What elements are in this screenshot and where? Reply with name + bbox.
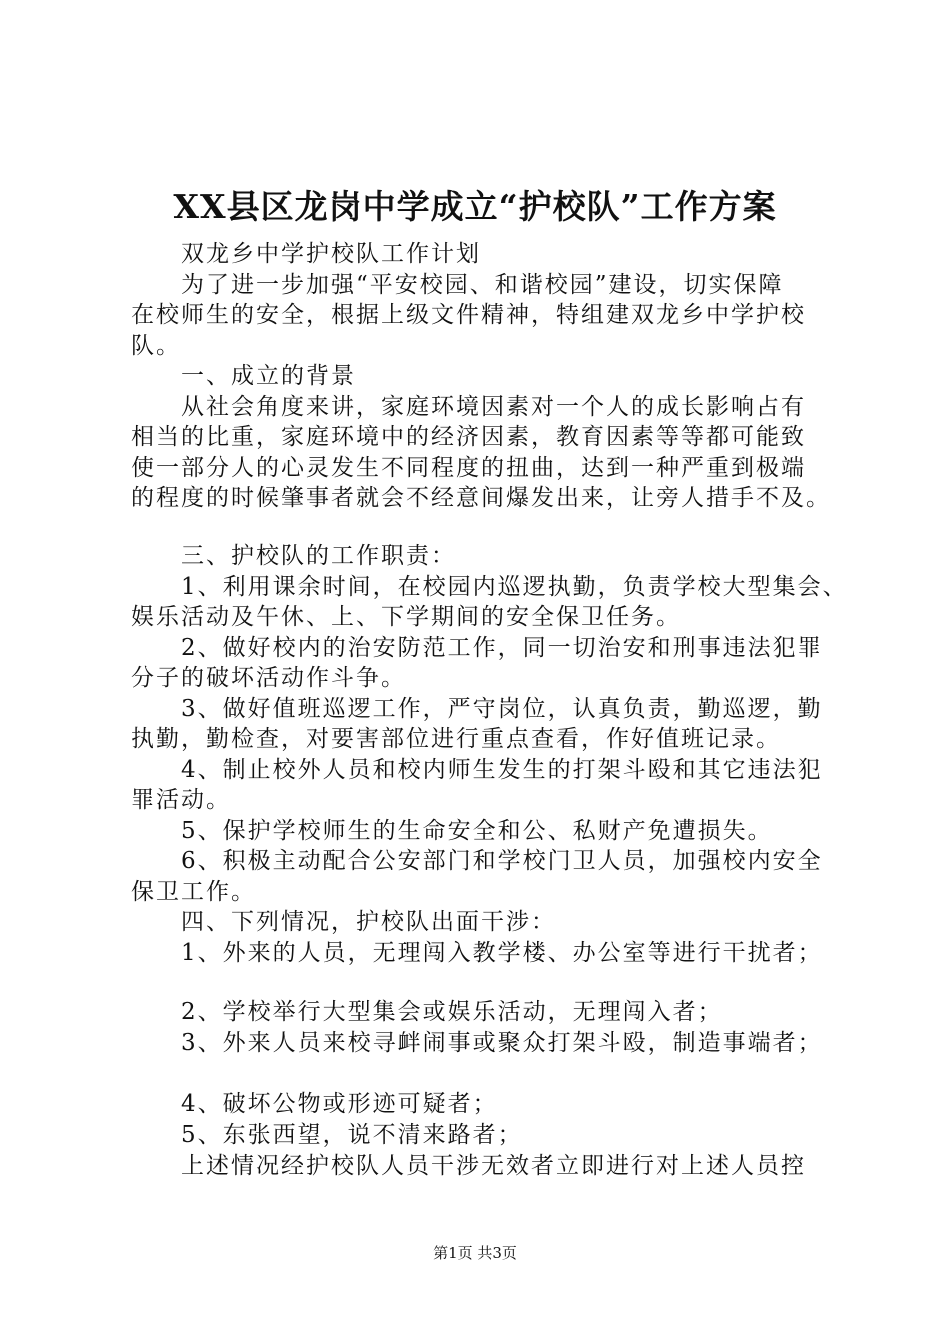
text-line: 1、外来的人员，无理闯入教学楼、办公室等进行干扰者； [131, 940, 823, 966]
text-line: 一、成立的背景 [131, 363, 356, 389]
text-line: 四、下列情况，护校队出面干涉： [131, 909, 556, 935]
text-line: 4、破坏公物或形迹可疑者； [131, 1091, 498, 1117]
text-line: 娱乐活动及午休、上、下学期间的安全保卫任务。 [131, 604, 681, 630]
text-line: 2、做好校内的治安防范工作，同一切治安和刑事违法犯罪 [131, 635, 823, 661]
text-line: 5、保护学校师生的生命安全和公、私财产免遭损失。 [131, 818, 773, 844]
text-line: 5、东张西望，说不清来路者； [131, 1122, 523, 1148]
text-line: 三、护校队的工作职责： [131, 543, 456, 569]
text-line: 双龙乡中学护校队工作计划 [131, 241, 481, 267]
text-line: 相当的比重，家庭环境中的经济因素，教育因素等等都可能致 [131, 424, 806, 450]
page-footer: 第1页 共3页 [433, 1244, 517, 1262]
text-line: 保卫工作。 [131, 879, 256, 905]
text-line: 3、外来人员来校寻衅闹事或聚众打架斗殴，制造事端者； [131, 1030, 823, 1056]
text-line: 1、利用课余时间，在校园内巡逻执勤，负责学校大型集会、 [131, 574, 848, 600]
text-line: 的程度的时候肇事者就会不经意间爆发出来，让旁人措手不及。 [131, 485, 831, 511]
text-line: 分子的破坏活动作斗争。 [131, 665, 406, 691]
document-title: XX县区龙岗中学成立“护校队”工作方案 [173, 187, 777, 226]
text-line: 3、做好值班巡逻工作，严守岗位，认真负责，勤巡逻，勤 [131, 696, 823, 722]
text-line: 从社会角度来讲，家庭环境因素对一个人的成长影响占有 [131, 394, 806, 420]
text-line: 使一部分人的心灵发生不同程度的扭曲，达到一种严重到极端 [131, 455, 806, 481]
text-line: 2、学校举行大型集会或娱乐活动，无理闯入者； [131, 999, 723, 1025]
text-line: 上述情况经护校队人员干涉无效者立即进行对上述人员控 [131, 1153, 806, 1179]
text-line: 为了进一步加强“平安校园、和谐校园”建设，切实保障 [131, 272, 784, 298]
text-line: 6、积极主动配合公安部门和学校门卫人员，加强校内安全 [131, 848, 823, 874]
text-line: 队。 [131, 333, 181, 359]
text-line: 执勤，勤检查，对要害部位进行重点查看，作好值班记录。 [131, 726, 781, 752]
text-line: 罪活动。 [131, 787, 231, 813]
text-line: 在校师生的安全，根据上级文件精神，特组建双龙乡中学护校 [131, 302, 806, 328]
text-line: 4、制止校外人员和校内师生发生的打架斗殴和其它违法犯 [131, 757, 823, 783]
